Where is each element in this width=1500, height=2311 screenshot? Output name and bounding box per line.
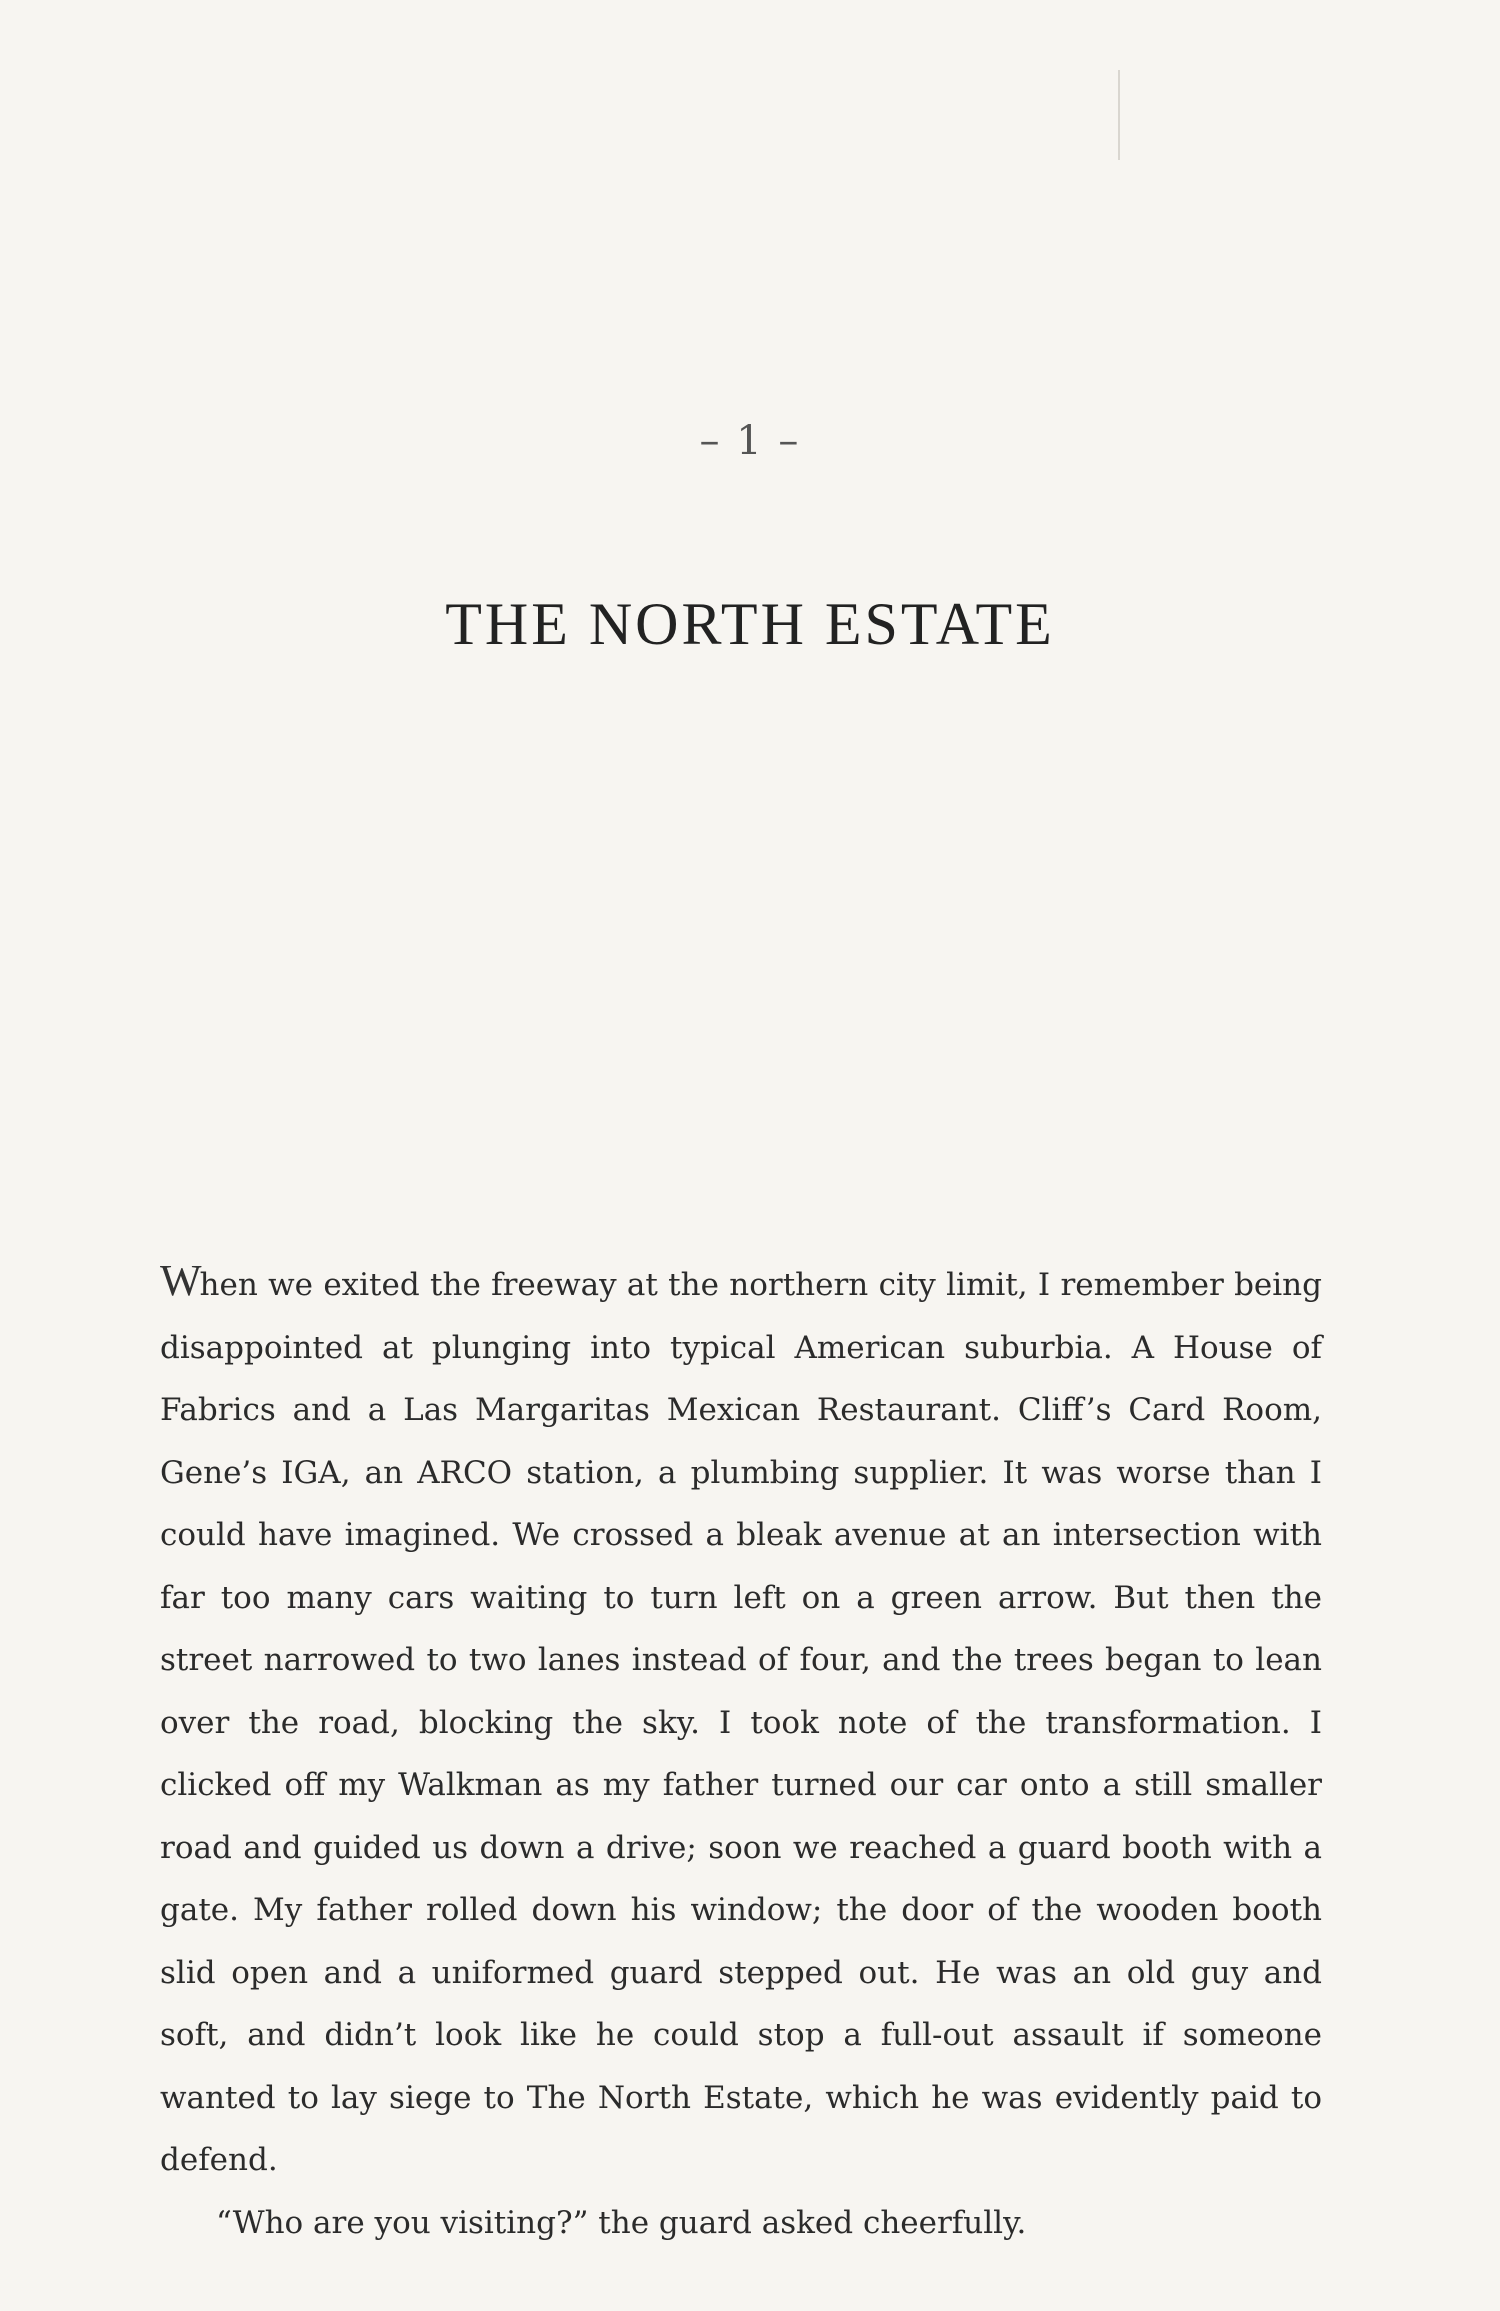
chapter-number: – 1 – xyxy=(699,418,801,464)
chapter-body xyxy=(160,1250,1322,2254)
scan-artifact-line xyxy=(1118,70,1120,160)
chapter-title: THE NORTH ESTATE xyxy=(445,591,1055,657)
drop-cap-letter: W xyxy=(160,1256,200,1305)
paragraph-dialogue: “Who are you visiting?” the guard asked cheerfully. xyxy=(216,2204,1027,2241)
paragraph-opening xyxy=(160,1250,1322,2192)
paragraph-opening-text: hen we exited the freeway at the northern city limit, I remember being disappointed at plunging into typical American suburbia. A House of Fabrics and a Las Margaritas Mexican Restaurant. Cliff’s Card Room, Gene’s IGA, an ARCO station, a plumbing supplier. It was worse than I could have imagined. We crossed a bleak avenue at an intersection with far too many cars waiting to turn left on a green arrow. But then the street narrowed to two lanes instead of four, and the trees began to lean over the road, blocking the sky. I took note of the transformation. I clicked off my Walkman as my father turned our car onto a still smaller road and guided us down a drive; soon we reached a guard booth with a gate. My father rolled down his window; the door of the wooden booth slid open and a uniformed guard stepped out. He was an old guy and soft, and didn’t look like he could stop a full-out assault if someone wanted to lay siege to The North Estate, which he was evidently paid to defend. xyxy=(160,1267,1322,2178)
